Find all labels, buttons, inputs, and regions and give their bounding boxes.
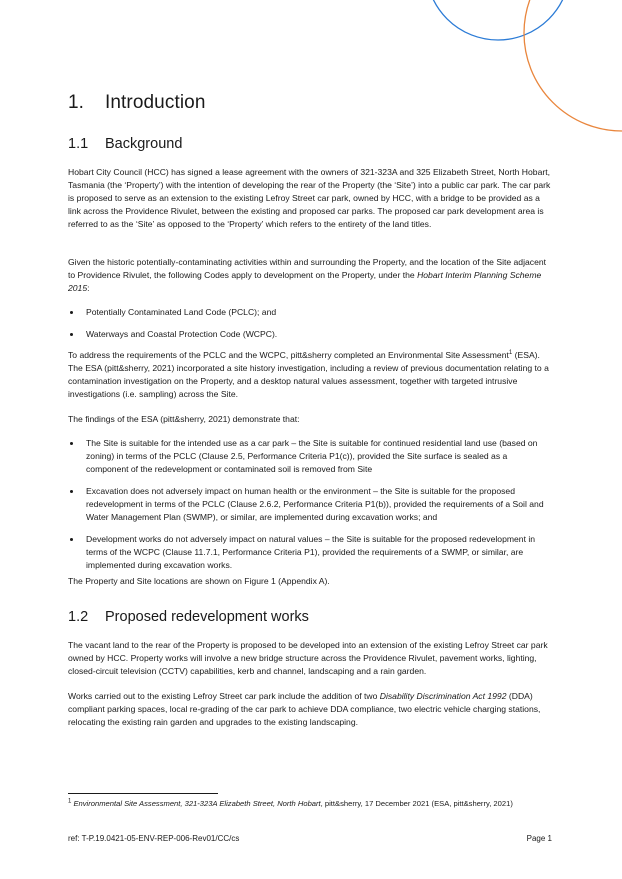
section-number: 1.1 [68,136,89,152]
list-item: Waterways and Coastal Protection Code (WCPC). [68,328,552,341]
paragraph-text: The Property and Site locations are shown on Figure 1 (Appendix A). [68,576,330,586]
text-run: Works carried out to the existing Lefroy Street car park include the addition of two [68,691,380,701]
background-para-4 [68,413,552,426]
text-run: (ESA). The ESA (pitt&sherry, 2021) incorporated a site history investigation, including a review of previous documentation relating to a contamination investigation on the Property, and a desktop natural values assessment, together with targeted intrusive investigations (i.e. sampling) across the Site. [68,350,549,399]
footer-reference: ref: T-P.19.0421-05-ENV-REP-006-Rev01/CC/cs [68,834,240,843]
list-item: Development works do not adversely impact on natural values – the Site is suitable for the proposed redevelopment in terms of the WCPC (Clause 11.7.1, Performance Criteria P1), provided the requirements of a SWMP, or similar, are implemented during excavation works. [68,533,552,572]
scheme-name: Hobart Interim Planning Scheme 2015 [68,270,542,293]
works-para-1 [68,639,552,678]
heading-title: Introduction [105,92,206,113]
works-para-2 [68,690,552,729]
background-para-3 [68,349,552,401]
footnote-text: , pitt&sherry, 17 December 2021 (ESA, pitt&sherry, 2021) [320,799,513,808]
codes-list [68,306,552,341]
orange-arc [524,0,622,131]
text-run: : [87,283,90,293]
heading-number: 1. [68,92,85,113]
footnote-mark: 1 [68,798,72,805]
text-run: To address the requirements of the PCLC and the WCPC, pitt&sherry completed an Environmental Site Assessment [68,350,509,360]
background-para-2 [68,256,552,295]
list-item: Potentially Contaminated Land Code (PCLC); and [68,306,552,319]
findings-list [68,437,552,572]
footnote [68,798,568,809]
text-run: Given the historic potentially-contaminating activities within and surrounding the Property, and the location of the Site adjacent to Providence Rivulet, the following Codes apply to development on the Property, under the [68,257,547,280]
footnote-title: Environmental Site Assessment, 321-323A Elizabeth Street, North Hobart [73,799,321,808]
list-item: Excavation does not adversely impact on human health or the environment – the Site is suitable for the proposed redevelopment in terms of the PCLC (Clause 2.6.2, Performance Criteria P1(b)), provided the requirements of a Soil and Water Management Plan (SWMP), or similar, are implemented during excavation works; and [68,485,552,524]
act-name: Disability Discrimination Act 1992 [379,691,507,701]
footnote-reference[interactable]: 1 [508,350,513,357]
list-item: The Site is suitable for the intended use as a car park – the Site is suitable for continued residential land use (based on zoning) in terms of the PCLC (Clause 2.5, Performance Criteria P1(c)), provided the Site surface is sealed as a component of the redevelopment or contaminated soil is removed from Site [68,437,552,476]
paragraph-text [68,349,552,401]
paragraph-text [68,690,552,729]
paragraph-text [68,256,552,295]
footnote-divider [68,793,218,794]
background-para-5 [68,575,552,588]
section-number: 1.2 [68,609,89,625]
heading-background [68,136,182,152]
page-number: Page 1 [526,834,552,843]
heading-proposed-works [68,609,309,625]
paragraph-text: The vacant land to the rear of the Property is proposed to be developed into an extension of the existing Lefroy Street car park owned by HCC. Property works will involve a new bridge structure across the Providence Rivulet, pavement works, lighting, closed-circuit television (CCTV) capabilities, kerb and channel, landscaping and a rain garden. [68,640,548,676]
paragraph-text: Hobart City Council (HCC) has signed a lease agreement with the owners of 321-323A and 325 Elizabeth Street, North Hobart, Tasmania (the ‘Property’) with the intention of developing the rear of the Property (the ‘Site’) into a public car park. The car park is proposed to serve as an extension to the existing Lefroy Street car park, owned by HCC, with a bridge to be provided as a link across the Providence Rivulet, between the existing and proposed car parks. The proposed car park development area is referred to as the ‘Site’ as opposed to the ‘Property’ which refers to the entirety of the land titles. [68,167,551,229]
section-title: Background [105,136,183,152]
section-title: Proposed redevelopment works [105,609,309,625]
paragraph-text: The findings of the ESA (pitt&sherry, 2021) demonstrate that: [68,414,300,424]
text-run: (DDA) compliant parking spaces, local re-grading of the car park to achieve DDA compliance, two electric vehicle charging stations, relocating the existing rain garden and upgrades to the existing landscaping. [68,691,541,727]
background-para-1 [68,166,552,231]
heading-introduction [68,92,206,114]
blue-arc [426,0,570,40]
